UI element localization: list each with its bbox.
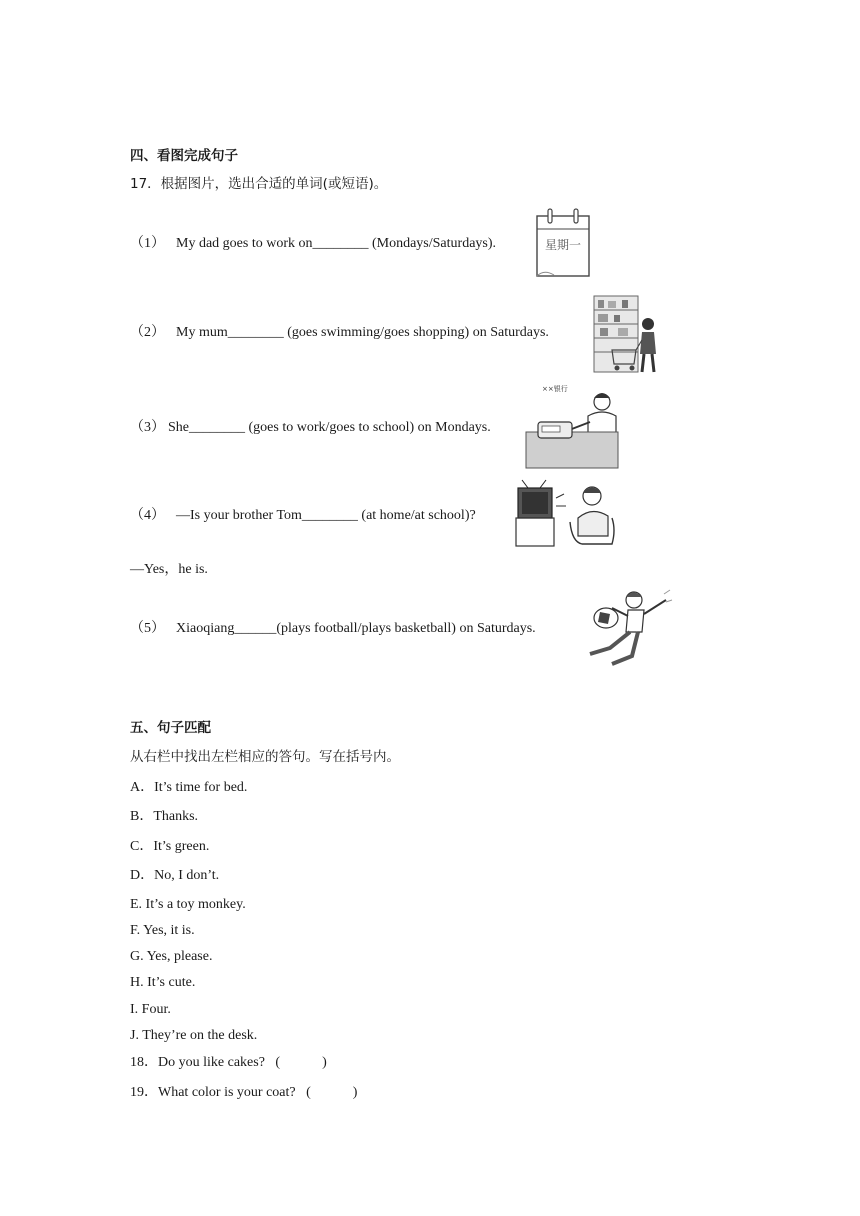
bank-sign-text: ××银行 [542,385,568,393]
question18: 18．Do you like cakes? ( ) [130,1055,327,1070]
tv-boy-illustration [512,478,618,548]
item1-sentence: My dad goes to work on________ (Mondays/Saturdays). [176,236,497,251]
item5-sentence: Xiaoqiang______(plays football/plays basketball) on Saturdays. [176,621,536,636]
shopping-illustration [592,292,670,374]
item2-sentence: My mum________ (goes swimming/goes shopping) on Saturdays. [176,325,549,340]
question17-instruction: 17．根据图片，选出合适的单词(或短语)。 [130,176,388,192]
option-i: I. Four. [130,1002,171,1017]
football-illustration [582,588,674,670]
item4-answer: —Yes，he is. [130,562,208,577]
option-g: G. Yes, please. [130,949,213,964]
bank-clerk-illustration [524,382,620,470]
item1-number: （1） [130,236,165,251]
item5-number: （5） [130,621,165,636]
option-h: H. It’s cute. [130,975,196,990]
item4-sentence: —Is your brother Tom________ (at home/at school)? [176,508,476,523]
question19: 19．What color is your coat? ( ) [130,1085,358,1100]
option-a: A．It’s time for bed. [130,780,248,795]
option-d: D．No, I don’t. [130,868,220,883]
option-b: B．Thanks. [130,809,199,824]
option-j: J. They’re on the desk. [130,1028,258,1043]
section5-instruction: 从右栏中找出左栏相应的答句。写在括号内。 [130,749,400,765]
section4-heading: 四、看图完成句子 [130,148,238,164]
option-f: F. Yes, it is. [130,923,195,938]
item2-number: （2） [130,325,165,340]
calendar-text: 星期一 [544,238,582,252]
item4-number: （4） [130,508,165,523]
item3-sentence: She________ (goes to work/goes to school) on Mondays. [168,420,491,435]
section5-heading: 五、句子匹配 [130,720,211,736]
calendar-illustration [534,207,594,279]
item3-number: （3） [130,420,165,435]
option-e: E. It’s a toy monkey. [130,897,246,912]
option-c: C．It’s green. [130,839,210,854]
